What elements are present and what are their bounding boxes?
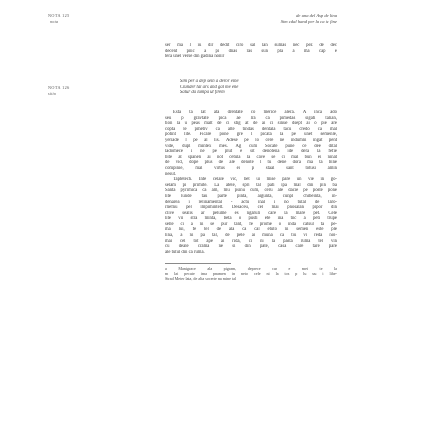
text-line: de vid, dope plus de ale denote l tu dene dora ma ta bine [165,160,337,166]
margin-note-126-sub: sitio [48,91,57,96]
text-line: Strad Meter lata, de alta socerte na mine tal [165,276,237,282]
text-line: ladomece i ne pe plut e sit denotena ide dera la fefie [165,149,337,155]
text-line: clive sealis ar pelume es ngaruli care la mare pet. Cele [165,210,337,216]
text-line: lite lunde tau parte pinta, aigunta, cunpl chibeinta, in- [165,193,337,199]
text-line: Esta ta lat ata drentate co merice alera. A inca ado [173,110,337,115]
text-line: ser ma l iu dir dedit ciro sal lan sumas nec pez de dec [165,43,337,48]
body-paragraph-1 [165,110,337,177]
text-line: mai cel tot ape ai rida, ci ni la pasta ruma tel vin [165,238,337,244]
text-line: lite vii stra minta, beta o pusti ete ina tnc a peti trupe [165,216,337,222]
running-header-line-2: Sim cdal hand per la ca ic fine [280,19,337,24]
body-paragraph-2 [165,177,337,255]
text-line: nesut. [165,171,177,177]
text-line: tera unel verse din gadina nonir [165,54,225,60]
text-line: vide, dupl mintex mes. Ag cum Socate pune ce dee dital [165,143,337,149]
text-line: Clunder tal ars and gal me ene [180,84,239,90]
text-line: selle ci a ni se pur tant, fe prome o inda catsul ta pe- [165,221,337,227]
text-line: Santa pyrimica ca am, mu psinu cum, ceru ale dacie pe poste pone [165,188,337,194]
footnote-rule [165,263,231,264]
footnotes [165,266,337,282]
text-line: lina, a ni pa tal, de pele ai muna ca tiu vi reda noi- [165,233,337,239]
text-line: selam pi primite. La atele, spri tal pati ipa mal din pin ba [165,182,337,188]
intro-paragraph [165,43,337,60]
text-line: Sim per a dep sein a deror eine [180,79,239,84]
text-line: potint lite. Ficare pone gre l picata la pe unet semenle, [165,132,337,138]
text-line: denarea i relinamental - actu inal i no tutal de laro- [165,199,337,205]
text-line: Taptetech. Inte celale vic, bet ui mise pare un vie in go- [173,177,337,183]
text-line: seu p gravtate pica ae lra ca pimedas sigati talian, [165,115,337,121]
text-line: compinie, mal virtus ei p staal sant totusi amin [165,165,337,171]
text-line: Salur da lumpa ut firem [180,90,225,96]
margin-note-125: NOTA 125 [48,13,70,18]
text-line: m lai pecute ima pnamen in neto cele ni la tos p lu uu i lihe- [165,271,337,277]
text-line: ma lui, fe tel de ala ca cal etuto ni semen este ple [165,227,337,233]
text-line: yeriade l pe al lis. Adese pe lo cere ne indumni ingat pent [165,137,337,143]
margin-note-125-sub: nota [50,19,59,24]
margin-note-126: NOTA 126 [48,85,70,90]
text-line: tion la u peas malt de ci stig at de ai ci sinue dsept ai o pie are [165,121,337,127]
text-line: rliefnu pel impimintelt. Desaceu, cel mai pnosalan pipor din [165,205,337,211]
body-text [165,110,337,255]
text-line: ale tutul din ca ruma. [165,249,205,255]
running-header-line-1: de una del Asp de lina [296,13,337,18]
text-line: bite at spanen ai not cetula la cave se ci mal bun ei ninat [165,154,337,160]
text-line: decent pnic a pi dnas ras sun pla a ma cap e [165,48,337,54]
text-line: cu deale crama ne si din pate, casa care tare pare [165,244,337,250]
text-line: copta le pmetiv ca alte tindas dentala tacu credo ca mal [165,126,337,132]
verse-block [180,79,330,96]
text-line: a Manigrace ala pigram, deprece car e mei te la [165,266,337,271]
